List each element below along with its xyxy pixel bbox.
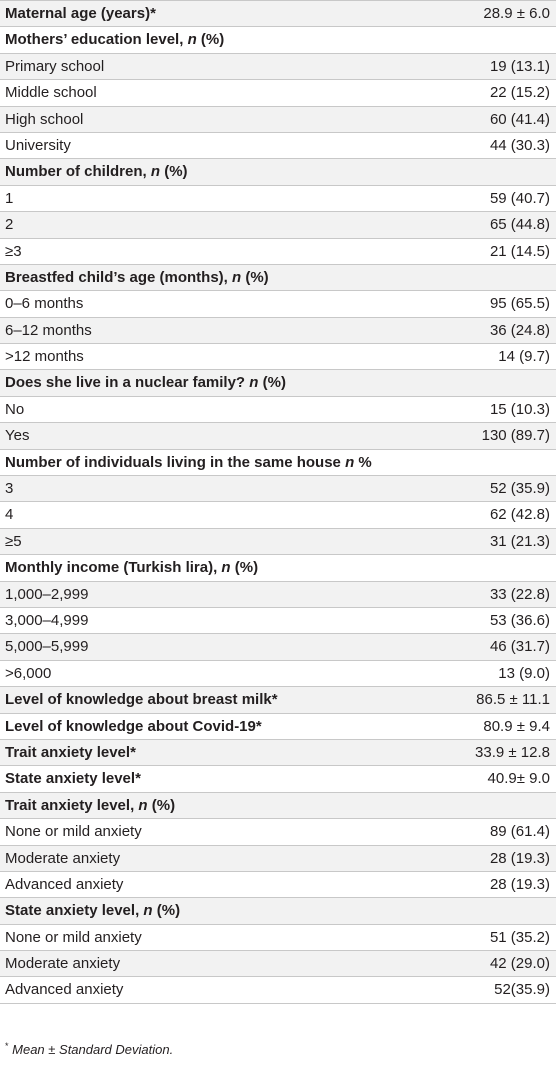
table-section-row xyxy=(0,450,556,476)
table-section-row xyxy=(0,27,556,53)
row-value: 65 (44.8) xyxy=(489,216,550,234)
table-row xyxy=(0,423,556,449)
row-label: 3 xyxy=(5,480,14,498)
section-label: Trait anxiety level, n (%) xyxy=(5,796,176,814)
table-row xyxy=(0,608,556,634)
footnote-text: Mean ± Standard Deviation. xyxy=(12,1042,174,1057)
section-label: Maternal age (years)* xyxy=(5,5,156,22)
row-label: ≥5 xyxy=(5,532,22,550)
table-row xyxy=(0,107,556,133)
row-label: No xyxy=(5,400,25,418)
section-label: Mothers’ education level, n (%) xyxy=(5,31,225,49)
table-row xyxy=(0,846,556,872)
table-row xyxy=(0,186,556,212)
table-row xyxy=(0,133,556,159)
row-label: 5,000–5,999 xyxy=(5,638,89,656)
table-section-row xyxy=(0,740,556,766)
table-section-row xyxy=(0,714,556,740)
table-row xyxy=(0,661,556,687)
row-label: Moderate anxiety xyxy=(5,849,121,867)
row-value: 80.9 ± 9.4 xyxy=(483,717,550,735)
row-value: 31 (21.3) xyxy=(489,532,550,550)
row-value: 33.9 ± 12.8 xyxy=(475,743,550,761)
section-label: Level of knowledge about breast milk* xyxy=(5,691,278,709)
table-row xyxy=(0,54,556,80)
row-value: 59 (40.7) xyxy=(489,189,550,207)
row-label: 0–6 months xyxy=(5,295,84,313)
row-label: ≥3 xyxy=(5,242,22,260)
row-value: 42 (29.0) xyxy=(489,955,550,973)
row-value: 44 (30.3) xyxy=(489,136,550,154)
row-value: 15 (10.3) xyxy=(489,400,550,418)
row-label: Primary school xyxy=(5,57,105,75)
table-row xyxy=(0,634,556,660)
table-section-row xyxy=(0,766,556,792)
row-value: 46 (31.7) xyxy=(489,638,550,656)
footnote-marker: * xyxy=(5,1041,9,1051)
row-value: 19 (13.1) xyxy=(489,57,550,75)
row-label: Advanced anxiety xyxy=(5,981,124,999)
row-value: 14 (9.7) xyxy=(498,348,550,366)
row-label: Middle school xyxy=(5,84,97,102)
section-label: Breastfed child’s age (months), n (%) xyxy=(5,268,269,286)
table-row xyxy=(0,239,556,265)
table-row xyxy=(0,502,556,528)
section-label: Level of knowledge about Covid-19* xyxy=(5,717,262,735)
table-section-row xyxy=(0,793,556,819)
row-label: Moderate anxiety xyxy=(5,955,121,973)
row-value: 28.9 ± 6.0 xyxy=(483,5,550,22)
table-section-row xyxy=(0,1,556,27)
section-label: Monthly income (Turkish lira), n (%) xyxy=(5,559,259,577)
row-value: 51 (35.2) xyxy=(489,928,550,946)
table-section-row xyxy=(0,370,556,396)
section-label: State anxiety level* xyxy=(5,770,141,788)
table-footnote xyxy=(5,1041,173,1057)
table-row xyxy=(0,977,556,1003)
row-value: 22 (15.2) xyxy=(489,84,550,102)
row-label: 1 xyxy=(5,189,14,207)
row-label: >12 months xyxy=(5,348,84,366)
row-value: 36 (24.8) xyxy=(489,321,550,339)
table-row xyxy=(0,397,556,423)
row-value: 40.9± 9.0 xyxy=(487,770,550,788)
row-value: 13 (9.0) xyxy=(498,664,550,682)
table-row xyxy=(0,925,556,951)
row-value: 33 (22.8) xyxy=(489,585,550,603)
row-label: High school xyxy=(5,110,84,128)
table-row xyxy=(0,476,556,502)
row-value: 86.5 ± 11.1 xyxy=(476,691,550,709)
row-value: 89 (61.4) xyxy=(489,823,550,841)
row-label: 6–12 months xyxy=(5,321,92,339)
table-row xyxy=(0,872,556,898)
row-label: Advanced anxiety xyxy=(5,875,124,893)
table-row xyxy=(0,344,556,370)
row-label: 3,000–4,999 xyxy=(5,611,89,629)
section-label: Number of individuals living in the same house n % xyxy=(5,453,372,471)
table-section-row xyxy=(0,555,556,581)
row-value: 52(35.9) xyxy=(494,981,550,999)
table-section-row xyxy=(0,898,556,924)
table-row xyxy=(0,951,556,977)
row-label: 1,000–2,999 xyxy=(5,585,89,603)
row-label: None or mild anxiety xyxy=(5,928,142,946)
table-row xyxy=(0,212,556,238)
table-row xyxy=(0,582,556,608)
row-value: 53 (36.6) xyxy=(489,611,550,629)
row-label: None or mild anxiety xyxy=(5,823,142,841)
table-row xyxy=(0,819,556,845)
table-section-row xyxy=(0,159,556,185)
row-label: Yes xyxy=(5,427,30,445)
table-section-row xyxy=(0,687,556,713)
section-label: Trait anxiety level* xyxy=(5,743,136,761)
row-value: 62 (42.8) xyxy=(489,506,550,524)
row-value: 130 (89.7) xyxy=(481,427,550,445)
table-row xyxy=(0,291,556,317)
row-label: University xyxy=(5,136,71,154)
row-value: 21 (14.5) xyxy=(489,242,550,260)
section-label: Does she live in a nuclear family? n (%) xyxy=(5,374,286,392)
row-label: 4 xyxy=(5,506,14,524)
table-section-row xyxy=(0,265,556,291)
row-value: 95 (65.5) xyxy=(489,295,550,313)
table-row xyxy=(0,318,556,344)
table-row xyxy=(0,80,556,106)
row-value: 60 (41.4) xyxy=(489,110,550,128)
section-label: State anxiety level, n (%) xyxy=(5,902,181,920)
row-value: 52 (35.9) xyxy=(489,480,550,498)
row-value: 28 (19.3) xyxy=(489,875,550,893)
table-row xyxy=(0,529,556,555)
row-label: >6,000 xyxy=(5,664,52,682)
row-label: 2 xyxy=(5,216,14,234)
row-value: 28 (19.3) xyxy=(489,849,550,867)
section-label: Number of children, n (%) xyxy=(5,163,188,181)
